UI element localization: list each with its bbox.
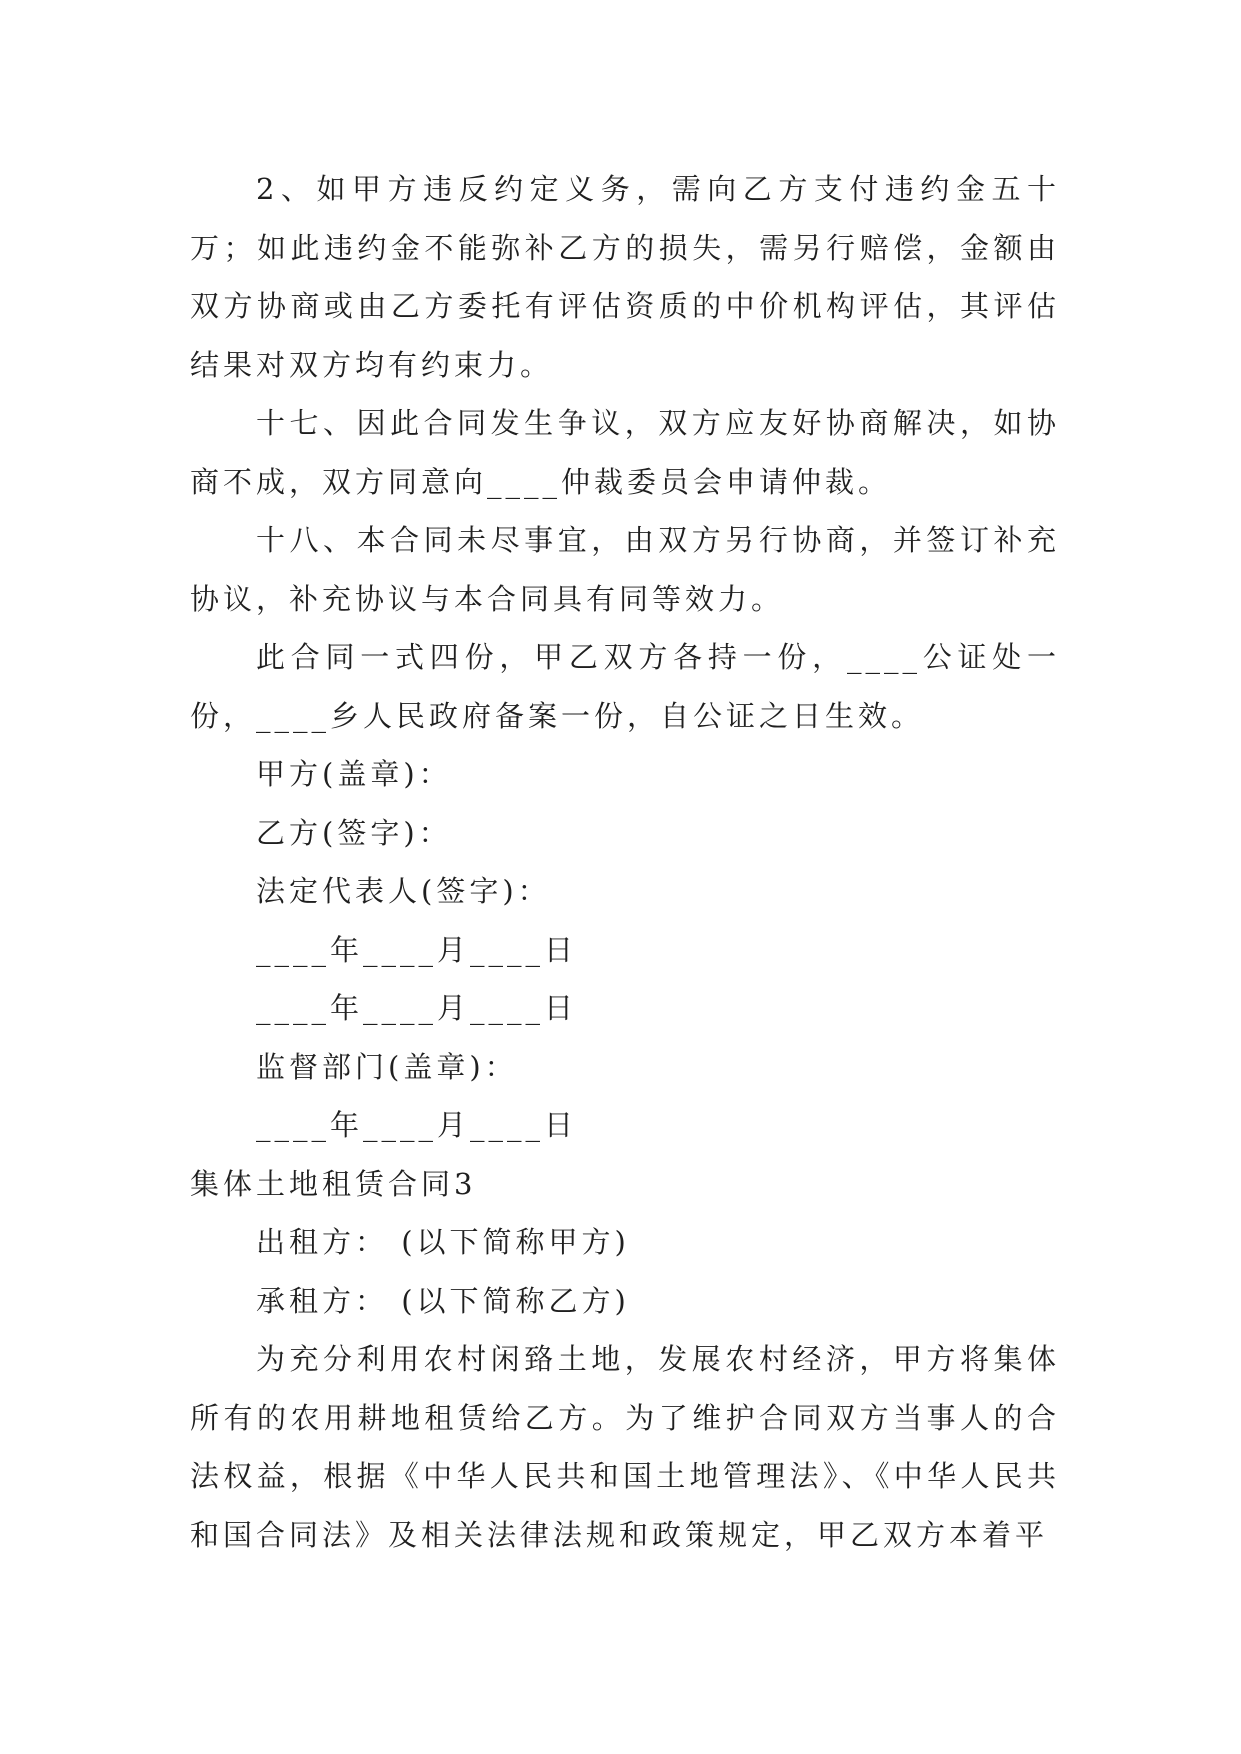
date-line-3: ____年____月____日 [256,1108,578,1142]
lessee-line: 承租方： (以下简称乙方) [256,1283,630,1318]
party-b-signature: 乙方(签字)： [256,815,452,850]
date-line-2: ____年____月____日 [256,991,578,1025]
legal-representative-signature: 法定代表人(签字)： [256,874,551,908]
supervisor-seal: 监督部门(盖章)： [256,1049,518,1084]
contract-intro: 为充分利用农村闲臵土地，发展农村经济，甲方将集体所有的农用耕地租赁给乙方。为了维护合同双方当事人的合法权益，根据《中华人民共和国土地管理法》、《中华人民共和国合同法》及相关法律法规和政策规定，甲乙双方本着平 [190,1342,1060,1552]
clause-penalty: 2、如甲方违反约定义务，需向乙方支付违约金五十万；如此违约金不能弥补乙方的损失，需另行赔偿，金额由双方协商或由乙方委托有评估资质的中价机构评估，其评估结果对双方均有约束力。 [190,172,1060,382]
clause-17-dispute: 十七、因此合同发生争议，双方应友好协商解决，如协商不成，双方同意向____仲裁委员会申请仲裁。 [190,406,1060,499]
document-page [190,160,1060,1564]
clause-18-supplement: 十八、本合同未尽事宜，由双方另行协商，并签订补充协议，补充协议与本合同具有同等效力。 [190,523,1060,616]
date-line-1: ____年____月____日 [256,932,578,967]
lessor-line: 出租方： (以下简称甲方) [256,1225,630,1259]
clause-copies: 此合同一式四份，甲乙双方各持一份，____公证处一份，____乡人民政府备案一份，自公证之日生效。 [190,640,1060,733]
party-a-seal: 甲方(盖章)： [256,757,452,791]
section-title: 集体土地租赁合同3 [190,1166,477,1201]
